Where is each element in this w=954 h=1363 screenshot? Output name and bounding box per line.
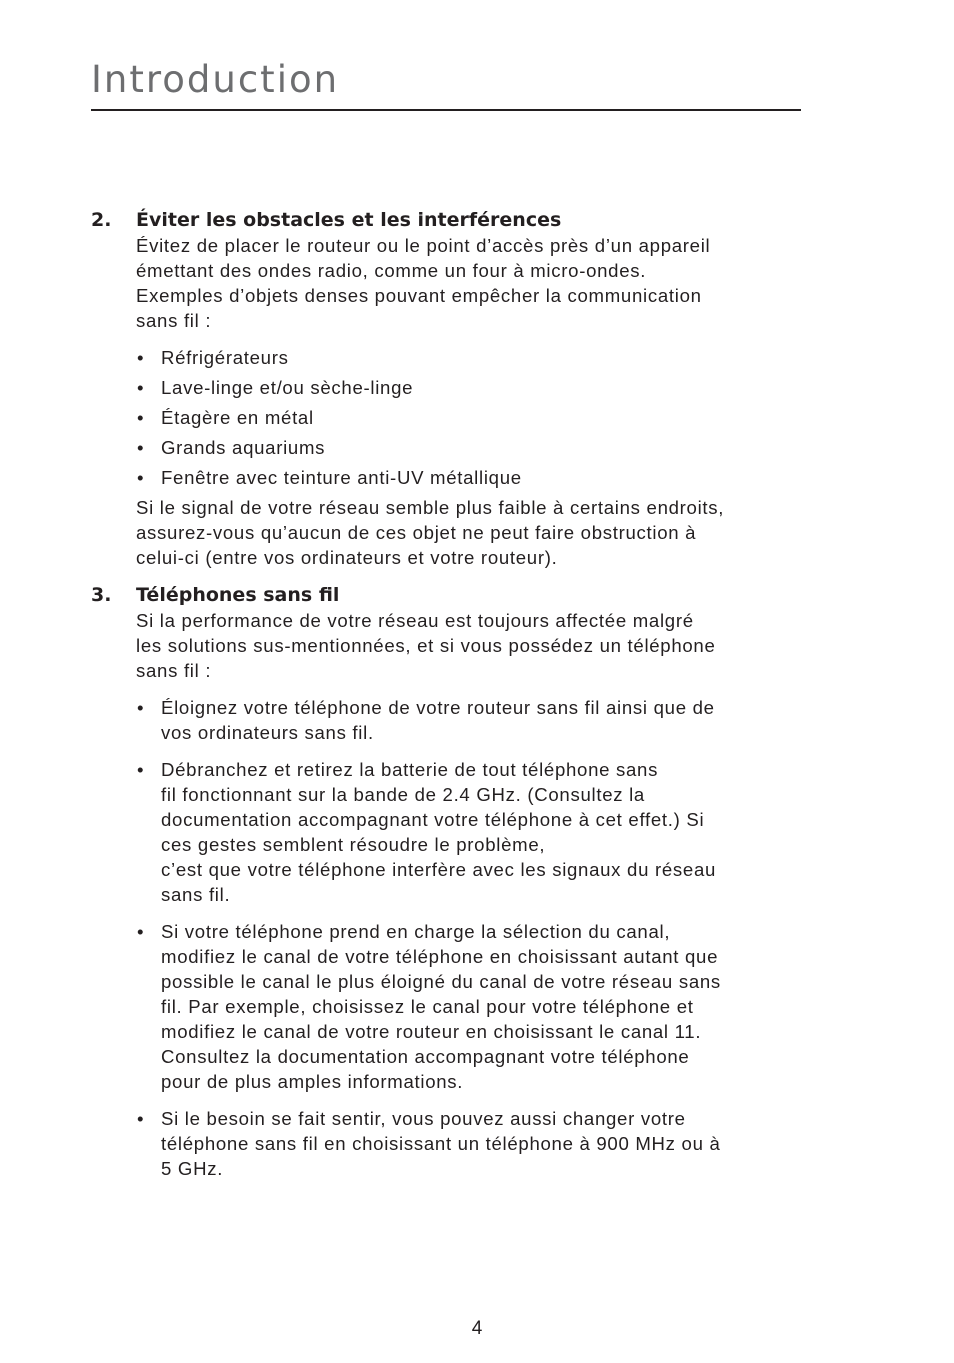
list-item: • Réfrigérateurs — [137, 347, 289, 368]
list-item: • Si votre téléphone prend en charge la sélection du canal, modifiez le canal de votre téléphone en choisissant autant que possible le canal le plus éloigné du canal de votre réseau sans fil. Par exemple, choisissez le canal pour votre téléphone et modifiez le canal de votre routeur en choisissant le canal 11. Consultez la documentation accompagnant votre téléphone pour de plus amples informations. — [137, 921, 721, 1092]
bullet-icon: • — [137, 697, 145, 718]
list-item: • Débranchez et retirez la batterie de tout téléphone sans fil fonctionnant sur la bande de 2.4 GHz. (Consultez la documentation accompagnant votre téléphone à cet effet.) Si ces gestes semblent résoudre le problème, c’est que votre téléphone interfère avec les signaux du réseau sans fil. — [137, 759, 717, 905]
page-number: 4 — [471, 1318, 483, 1339]
section-number: 3. — [91, 584, 112, 606]
page-title: Introduction — [91, 58, 340, 101]
section-heading: Éviter les obstacles et les interférences — [136, 209, 562, 231]
section-cordless-phones — [91, 583, 806, 1181]
list-item: • Grands aquariums — [137, 437, 326, 458]
header-divider — [91, 109, 801, 111]
bullet-icon: • — [137, 921, 145, 942]
bullet-icon: • — [137, 467, 145, 488]
phone-tips-list — [136, 695, 806, 1181]
list-item: • Si le besoin se fait sentir, vous pouvez aussi changer votre téléphone sans fil en choisissant un téléphone à 900 MHz ou à 5 GHz. — [137, 1108, 721, 1179]
bullet-icon: • — [137, 377, 145, 398]
section-obstacles — [91, 208, 806, 570]
section-number: 2. — [91, 209, 112, 231]
bullet-icon: • — [137, 1108, 145, 1129]
section-intro: Si la performance de votre réseau est toujours affectée malgré les solutions sus-mentionnées, et si vous possédez un téléphone sans fil : — [136, 610, 716, 681]
list-item: • Fenêtre avec teinture anti-UV métallique — [137, 467, 522, 488]
list-item: • Lave-linge et/ou sèche-linge — [137, 377, 414, 398]
section-outro: Si le signal de votre réseau semble plus faible à certains endroits, assurez-vous qu’aucun de ces objet ne peut faire obstruction à celuі-ci (entre vos ordinateurs et votre routeur). — [136, 497, 725, 568]
obstacle-list — [136, 345, 806, 490]
list-item: • Étagère en métal — [137, 407, 314, 428]
bullet-icon: • — [137, 347, 145, 368]
bullet-icon: • — [137, 407, 145, 428]
bullet-icon: • — [137, 759, 145, 780]
bullet-icon: • — [137, 437, 145, 458]
section-heading: Téléphones sans fil — [136, 584, 340, 606]
section-intro: Évitez de placer le routeur ou le point d’accès près d’un appareil émettant des ondes radio, comme un four à micro-ondes. Exemples d’objets denses pouvant empêcher la communication sans fil : — [136, 235, 711, 331]
list-item: • Éloignez votre téléphone de votre routeur sans fil ainsi que de vos ordinateurs sans fil. — [137, 697, 715, 743]
